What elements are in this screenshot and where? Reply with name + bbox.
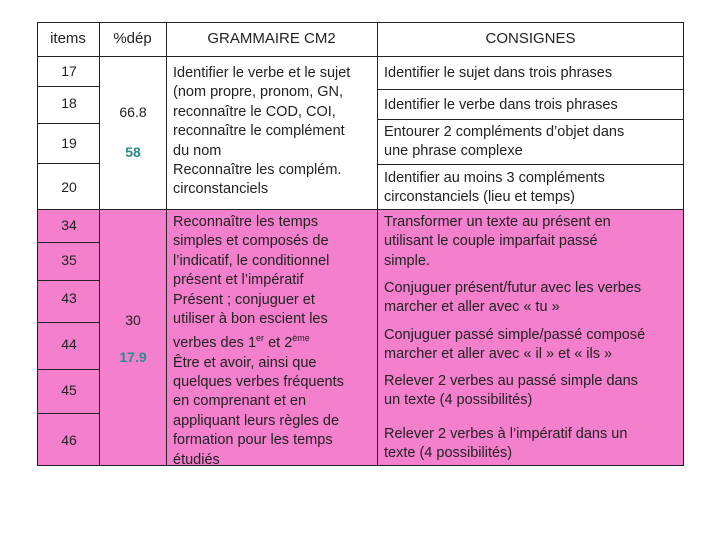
item-number: 19	[61, 135, 77, 151]
item-number: 34	[61, 217, 77, 233]
column-divider-1	[99, 22, 100, 466]
item-number: 18	[61, 95, 77, 111]
instruction-text: Relever 2 verbes au passé simple dans un texte (4 possibilités)	[384, 373, 638, 409]
item-number: 45	[61, 382, 77, 398]
instruction-text: Conjuguer passé simple/passé composé marcher et aller avec « il » et « ils »	[384, 327, 646, 363]
section-divider	[37, 209, 684, 210]
grammar-text-part: et 2	[264, 335, 293, 352]
superscript: ème	[292, 333, 310, 344]
item-number: 43	[61, 290, 77, 306]
pct-value: 66.8	[119, 104, 147, 120]
pct-value-highlight: 58	[125, 144, 141, 160]
header-grammar: GRAMMAIRE CM2	[207, 30, 336, 47]
item-number: 44	[61, 336, 77, 352]
item-row-divider	[37, 280, 99, 281]
instruction-text: Entourer 2 compléments d’objet dans une phrase complexe	[384, 124, 625, 160]
item-number: 20	[61, 179, 77, 195]
instruction-text: Conjuguer présent/futur avec les verbes marcher et aller avec « tu »	[384, 280, 642, 316]
section2-pct-bg	[99, 209, 166, 465]
item-row-divider	[37, 86, 99, 87]
instruction-row-divider	[377, 119, 684, 120]
grammar-text-part: Reconnaître les temps simples et composés de l’indicatif, le conditionnel présent et l’impératif Présent ; conjuguer et utiliser à bon escient les verbes des 1	[173, 214, 330, 352]
instruction-text: Identifier le verbe dans trois phrases	[384, 97, 618, 113]
pct-value: 30	[125, 312, 141, 328]
header-instructions: CONSIGNES	[485, 30, 576, 47]
item-number: 17	[61, 63, 77, 79]
instruction-row-divider	[377, 164, 684, 165]
instruction-text: Transformer un texte au présent en utilisant le couple imparfait passé simple.	[384, 214, 611, 269]
item-row-divider	[37, 322, 99, 323]
header-items: items	[50, 30, 86, 47]
item-row-divider	[37, 413, 99, 414]
item-row-divider	[37, 242, 99, 243]
table-border-left	[37, 22, 38, 466]
instruction-text: Identifier au moins 3 compléments circonstanciels (lieu et temps)	[384, 170, 605, 206]
grammar-text-part: Être et avoir, ainsi que quelques verbes fréquents en comprenant et en appliquant leurs règles de formation pour les temps étudiés	[173, 354, 344, 468]
instruction-text: Identifier le sujet dans trois phrases	[384, 65, 613, 81]
item-row-divider	[37, 369, 99, 370]
header-pct: %dép	[113, 30, 152, 47]
item-row-divider	[37, 123, 99, 124]
item-number: 46	[61, 432, 77, 448]
column-divider-2	[166, 22, 167, 466]
header-divider	[37, 56, 684, 57]
instruction-text: Relever 2 verbes à l’impératif dans un texte (4 possibilités)	[384, 426, 628, 462]
grammar-description	[173, 213, 377, 470]
table-border-top	[37, 22, 684, 23]
instruction-row-divider	[377, 89, 684, 90]
item-row-divider	[37, 163, 99, 164]
superscript: er	[256, 333, 265, 344]
item-number: 35	[61, 252, 77, 268]
grammar-description: Identifier le verbe et le sujet (nom propre, pronom, GN, reconnaître le COD, COI, reconnaître le complément du nom Reconnaître les complém. circonstanciels	[173, 65, 351, 198]
pct-value-highlight: 17.9	[119, 349, 147, 365]
